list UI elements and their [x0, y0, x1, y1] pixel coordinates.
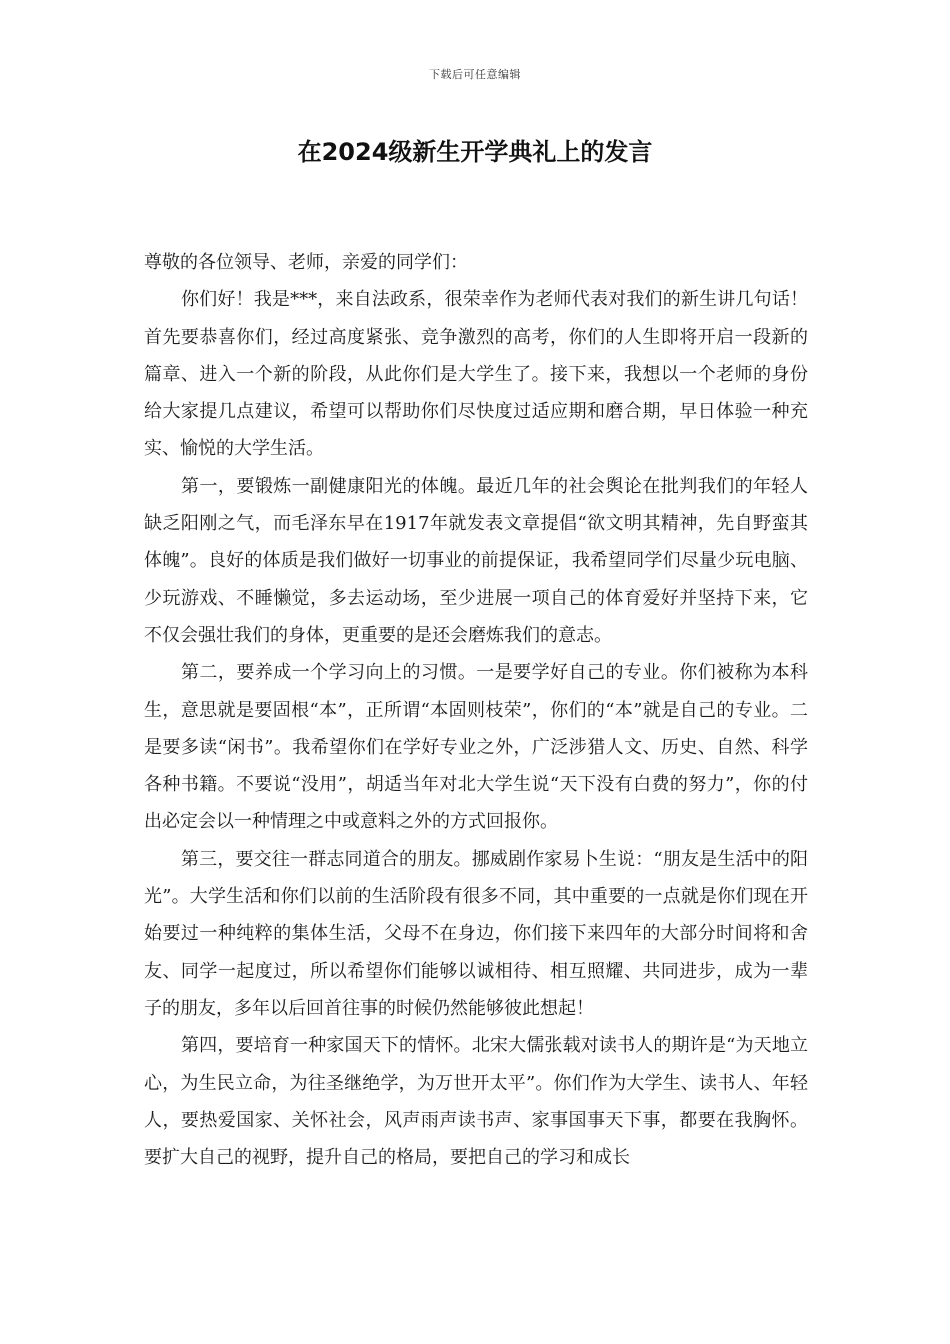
salutation: 尊敬的各位领导、老师，亲爱的同学们：: [144, 252, 468, 273]
paragraph-greeting: 你们好！我是***，来自法政系，很荣幸作为老师代表对我们的新生讲几句话！首先要恭喜你们，经过高度紧张、竞争激烈的高考，你们的人生即将开启一段新的篇章、进入一个新的阶段，从此你们是大学生了。接下来，我想以一个老师的身份给大家提几点建议，希望可以帮助你们尽快度过适应期和磨合期，早日体验一种充实、愉悦的大学生活。: [144, 289, 808, 460]
paragraph-first-point: 第一，要锻炼一副健康阳光的体魄。最近几年的社会舆论在批判我们的年轻人缺乏阳刚之气，而毛泽东早在1917年就发表文章提倡“欲文明其精神，先自野蛮其体魄”。良好的体质是我们做好一切事业的前提保证，我希望同学们尽量少玩电脑、少玩游戏、不睡懒觉，多去运动场，至少进展一项自己的体育爱好并坚持下来，它不仅会强壮我们的身体，更重要的是还会磨炼我们的意志。: [144, 475, 808, 646]
paragraph-fourth-point: 第四，要培育一种家国天下的情怀。北宋大儒张载对读书人的期许是“为天地立心，为生民立命，为往圣继绝学，为万世开太平”。你们作为大学生、读书人、年轻人，要热爱国家、关怀社会，风声雨声读书声、家事国事天下事，都要在我胸怀。要扩大自己的视野，提升自己的格局，要把自己的学习和成长: [144, 1035, 808, 1169]
paragraph-third-point: 第三，要交往一群志同道合的朋友。挪威剧作家易卜生说：“朋友是生活中的阳光”。大学生活和你们以前的生活阶段有很多不同，其中重要的一点就是你们现在开始要过一种纯粹的集体生活，父母不在身边，你们接下来四年的大部分时间将和舍友、同学一起度过，所以希望你们能够以诚相待、相互照耀、共同进步，成为一辈子的朋友，多年以后回首往事的时候仍然能够彼此想起！: [144, 848, 808, 1019]
header-note: 下载后可任意编辑: [429, 68, 521, 81]
document-body: [144, 244, 808, 1176]
paragraph-second-point: 第二，要养成一个学习向上的习惯。一是要学好自己的专业。你们被称为本科生，意思就是要固根“本”，正所谓“本固则枝荣”，你们的“本”就是自己的专业。二是要多读“闲书”。我希望你们在学好专业之外，广泛涉猎人文、历史、自然、科学各种书籍。不要说“没用”，胡适当年对北大学生说“天下没有白费的努力”，你的付出必定会以一种情理之中或意料之外的方式回报你。: [144, 662, 808, 833]
document-title: 在2024级新生开学典礼上的发言: [297, 138, 653, 166]
